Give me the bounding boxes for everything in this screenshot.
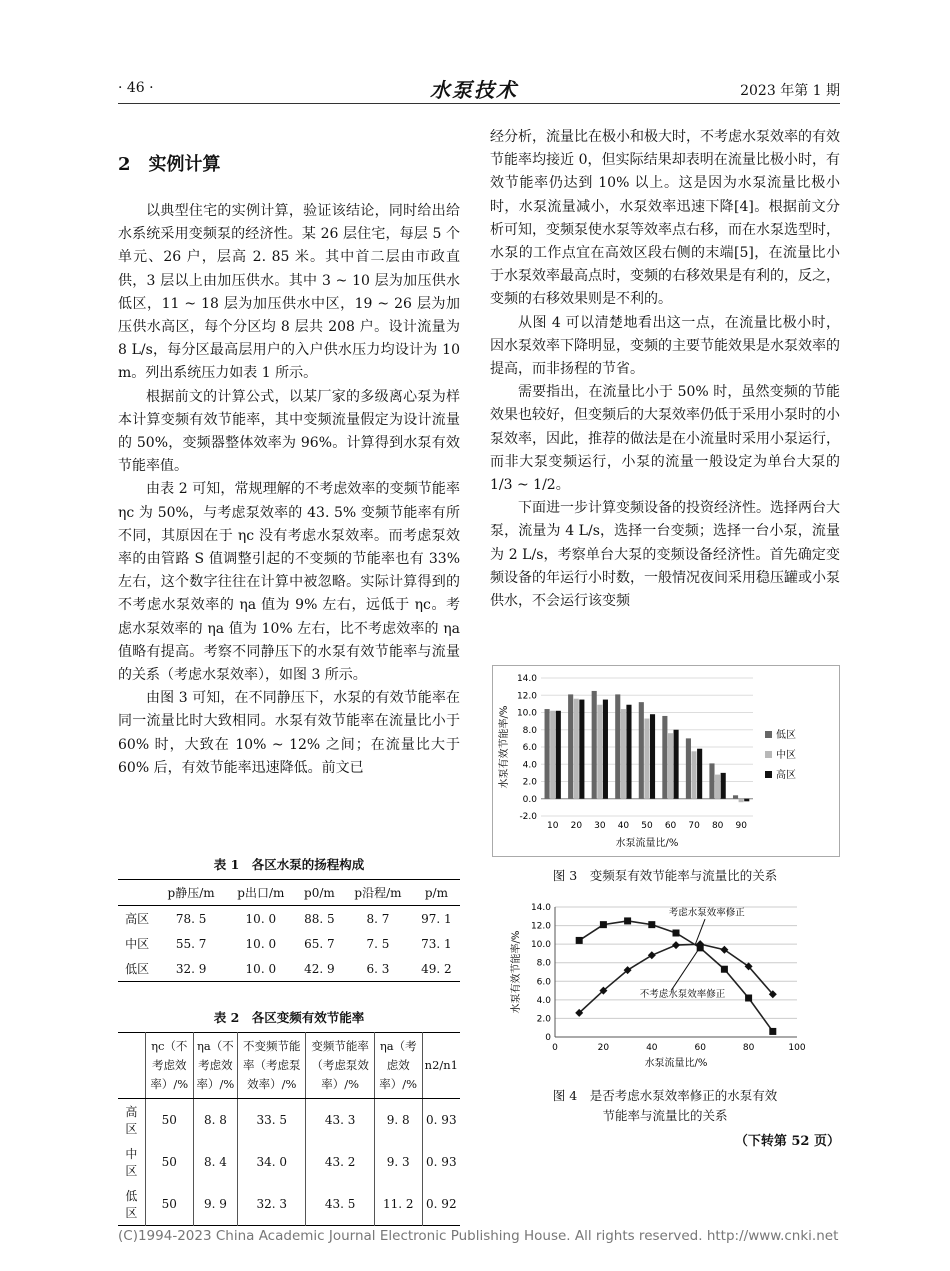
section-title [118,150,221,176]
page-number: · 46 · [118,80,154,96]
bar [597,705,602,799]
x-tick-label: 80 [711,821,724,831]
y-tick-label: 14.0 [530,903,551,913]
table-cell: 低区 [125,1189,138,1220]
table-cell: 50 [145,1183,193,1226]
journal-logo: 水泵技术 [430,78,518,102]
y-tick-label: 4.0 [536,995,551,1006]
paragraph: 从图 4 可以清楚地看出这一点，在流量比极小时，因水泵效率下降明显，变频的主要节能效果是水泵效率的提高，而非扬程的节省。 [490,314,840,378]
table-cell: 50 [145,1141,193,1183]
table-cell: 8. 7 [366,911,390,926]
table-cell: 34. 0 [238,1141,306,1183]
y-tick-label: 8.0 [536,958,551,969]
y-tick-label: 14.0 [516,674,537,684]
table-cell: 0. 92 [422,1183,460,1226]
left-column [118,200,460,780]
table-cell: 65. 7 [304,936,335,951]
header-rule [118,103,840,104]
bar [639,702,644,799]
bar [739,799,744,802]
bar [550,711,555,799]
y-tick-label: 12.0 [530,921,551,932]
bar [668,733,673,799]
table-1 [118,855,460,982]
y-tick-label: 0.0 [522,794,537,805]
table-header: ηa（不考虑效率）/% [193,1033,237,1099]
y-tick-label: 0 [545,1033,551,1043]
table-cell: 0. 93 [422,1099,460,1142]
legend-label: 高区 [776,770,796,781]
bar [650,714,655,799]
paragraph: 经分析，流量比在极小和极大时，不考虑水泵效率的有效节能率均接近 0，但实际结果却表明在流量比极小时，有效节能率仍达到 10% 以上。这是因为水泵流量比极小时，水泵流量减小，水泵效率迅速下降[4]。根据前文分析可知，变频泵使水泵等效率点右移，而在水泵选型时，水泵的工作点宜在高效区段右侧的末端[5]，在流量比小于水泵效率最高点时，变频的右移效果是有利的，反之，变频的右移效果则是不利的。 [490,129,840,308]
data-point [673,930,680,937]
bar [568,694,573,798]
table-1-grid [118,879,460,982]
table-cell: 32. 9 [175,961,207,976]
table-row [118,931,460,956]
x-tick-label: 0 [552,1043,558,1053]
table-cell: 中区 [125,937,150,951]
bar [603,700,608,799]
figure-3 [492,665,840,857]
series-line [579,944,773,1013]
section-number: 2 [118,154,131,175]
x-axis-label: 水泵流量比/% [644,1058,708,1069]
figure-4-caption-line1: 图 4 是否考虑水泵效率修正的水泵有效 [552,1088,778,1103]
bar [626,705,631,799]
bar [644,719,649,799]
bar [621,709,626,799]
bar [662,716,667,799]
bar [545,709,550,799]
paragraph: 由表 2 可知，常规理解的不考虑效率的变频节能率 ηc 为 50%，与考虑泵效率的 43. 5% 变频节能率有所不同，其原因在于 ηc 没有考虑水泵效率。而考虑泵效率的由管路 S 值调整引起的不变频的节能率也有 33% 左右，这个数字往往在计算中被忽略。实际计算得到的不考虑水泵效率的 ηa 值为 9% 左右，远低于 ηc。考虑水泵效率的 ηa 值为 10% 左右，比不考虑效率的 ηa 值略有提高。考察不同静压下的水泵有效节能率与流量的关系（考虑水泵效率），如图 3 所示。 [118,481,460,684]
table-header: p出口/m [226,880,296,906]
table-cell: 高区 [125,1105,138,1136]
bar [556,711,561,799]
data-point [624,917,631,924]
y-tick-label: 8.0 [522,725,537,736]
table-cell: 10. 0 [245,961,277,976]
bar [709,763,714,798]
copyright-footer: (C)1994-2023 China Academic Journal Electronic Publishing House. All rights reserved. http://www.cnki.net [118,1228,839,1244]
table-header: p静压/m [156,880,226,906]
bar [579,700,584,799]
y-tick-label: 10.0 [516,708,537,719]
paragraph: 下面进一步计算变频设备的投资经济性。选择两台大泵，流量为 4 L/s，选择一台变频；选择一台小泵，流量为 2 L/s，考察单台大泵的变频设备经济性。首先确定变频设备的年运行小时数，一般情况夜间采用稳压罐或小泵供水，不会运行该变频 [490,500,840,610]
table-cell: 高区 [125,912,150,926]
data-point [576,937,583,944]
table-cell: 32. 3 [238,1183,306,1226]
table-2-grid [118,1032,460,1226]
data-point [648,951,656,959]
legend-swatch [765,731,772,738]
paragraph: 根据前文的计算公式，以某厂家的多级离心泵为样本计算变频有效节能率，其中变频流量假定为设计流量的 50%，变频器整体效率为 96%。计算得到水泵有效节能率值。 [118,388,460,475]
table-header: p0/m [296,880,343,906]
bar [721,773,726,799]
annotation-label: 不考虑水泵效率修正 [639,989,726,1001]
issue-label: 2023 年第 1 期 [740,83,840,99]
table-row [118,1183,460,1226]
table-cell: 低区 [125,962,150,976]
table-cell: 43. 3 [306,1099,374,1142]
table-cell: 88. 5 [304,911,335,926]
table-2-caption: 表 2 各区变频有效节能率 [213,1010,365,1025]
x-tick-label: 80 [742,1043,755,1053]
table-cell: 中区 [125,1147,138,1178]
figure-4-chart [505,895,825,1070]
x-tick-label: 50 [641,821,653,831]
table-cell: 11. 2 [374,1183,422,1226]
bar [744,799,749,802]
table-header: 变频节能率（考虑泵效率）/% [306,1033,374,1099]
figure-3-chart [493,666,839,856]
table-header [118,880,156,906]
data-point [672,941,680,949]
bar [733,795,738,798]
bar [715,775,720,799]
table-cell: 8. 8 [193,1099,237,1142]
legend-swatch [765,751,772,758]
bar [697,749,702,799]
y-tick-label: 6.0 [522,743,537,753]
figure-4-caption-line2: 节能率与流量比的关系 [602,1108,728,1123]
table-cell: 0. 93 [422,1141,460,1183]
data-point [648,921,655,928]
bar [592,691,597,799]
y-tick-label: 6.0 [536,977,551,988]
table-header: ηc（不考虑效率）/% [145,1033,193,1099]
x-tick-label: 40 [617,821,630,831]
table-cell: 73. 1 [421,936,452,951]
figure-4 [505,895,825,1070]
table-cell: 8. 4 [193,1141,237,1183]
data-point [600,921,607,928]
table-cell: 42. 9 [304,961,335,976]
legend-swatch [765,771,772,778]
table-header: 不变频节能率（考虑泵效率）/% [238,1033,306,1099]
y-tick-label: 2.0 [536,1014,551,1025]
table-cell: 9. 3 [374,1141,422,1183]
x-tick-label: 100 [788,1043,806,1053]
data-point [745,995,752,1002]
x-tick-label: 70 [688,821,700,831]
table-row [118,906,460,932]
table-header: p/m [413,880,460,906]
table-cell: 7. 5 [366,936,390,951]
table-2 [118,1008,460,1226]
x-tick-label: 10 [547,821,559,831]
annotation-pointer [671,947,700,991]
paragraph: 由图 3 可知，在不同静压下，水泵的有效节能率在同一流量比时大致相同。水泵有效节能率在流量比小于 60% 时，大致在 10% ~ 12% 之间；在流量比大于 60% 后，有效节能率迅速降低。前文已 [118,690,460,776]
y-axis-label: 水泵有效节能率/% [511,930,522,1014]
table-cell: 10. 0 [245,911,277,926]
table-cell: 55. 7 [175,936,207,951]
y-tick-label: -2.0 [519,812,537,822]
table-cell: 43. 5 [306,1183,374,1226]
x-tick-label: 90 [735,821,747,831]
table-cell: 97. 1 [421,911,452,926]
x-tick-label: 30 [594,821,606,831]
bar [574,699,579,799]
x-tick-label: 60 [694,1043,706,1053]
table-row [118,956,460,982]
y-tick-label: 10.0 [530,940,551,951]
table-cell: 9. 9 [193,1183,237,1226]
x-tick-label: 40 [646,1043,658,1053]
bar [615,694,620,798]
y-tick-label: 2.0 [522,777,537,788]
table-header: p沿程/m [343,880,413,906]
continued-note: （下转第 52 页） [734,1134,840,1149]
bar [686,738,691,798]
table-row [118,1099,460,1142]
figure-3-caption: 图 3 变频泵有效节能率与流量比的关系 [552,868,778,883]
table-cell: 33. 5 [238,1099,306,1142]
y-tick-label: 4.0 [522,760,537,771]
data-point [721,966,728,973]
legend-label: 低区 [776,730,796,741]
table-header: n2/n1 [422,1033,460,1099]
table-row [118,1141,460,1183]
table-cell: 78. 5 [175,911,207,926]
paragraph: 以典型住宅的实例计算，验证该结论，同时给出给水系统采用变频泵的经济性。某 26 层住宅，每层 5 个单元、26 户，层高 2. 85 米。其中首二层由市政直供，3 层以上由加压供水。其中 3 ~ 10 层为加压供水低区，11 ~ 18 层为加压供水中区，19 ~ 26 层为加压供水高区，每个分区均 8 层共 208 户。设计流量为 8 L/s，每分区最高层用户的入户供水压力均设计为 10 m。列出系统压力如表 1 所示。 [118,203,460,382]
x-tick-label: 20 [570,821,583,831]
table-header [118,1033,145,1099]
bar [674,730,679,799]
table-cell: 6. 3 [366,961,390,976]
table-cell: 43. 2 [306,1141,374,1183]
paragraph: 需要指出，在流量比小于 50% 时，虽然变频的节能效果也较好，但变频后的大泵效率仍低于采用小泵时的小泵效率，因此，推荐的做法是在小流量时采用小泵运行，而非大泵变频运行，小泵的流量一般设定为单台大泵的 1/3 ~ 1/2。 [490,384,840,494]
y-axis-label: 水泵有效节能率/% [499,705,510,789]
table-1-caption: 表 1 各区水泵的扬程构成 [213,857,365,872]
table-cell: 9. 8 [374,1099,422,1142]
y-tick-label: 12.0 [516,691,537,702]
right-column [490,126,840,613]
x-tick-label: 60 [664,821,677,831]
legend-label: 中区 [776,750,796,761]
x-axis-label: 水泵流量比/% [615,838,679,849]
x-tick-label: 20 [597,1043,610,1053]
table-cell: 10. 0 [245,936,277,951]
section-title-text: 实例计算 [148,154,221,175]
table-cell: 50 [145,1099,193,1142]
series-line [579,921,773,1032]
annotation-label: 考虑水泵效率修正 [668,907,745,919]
table-header: ηa（考虑效率）/% [374,1033,422,1099]
table-cell: 49. 2 [421,961,452,976]
data-point [769,1028,776,1035]
bar [691,751,696,798]
